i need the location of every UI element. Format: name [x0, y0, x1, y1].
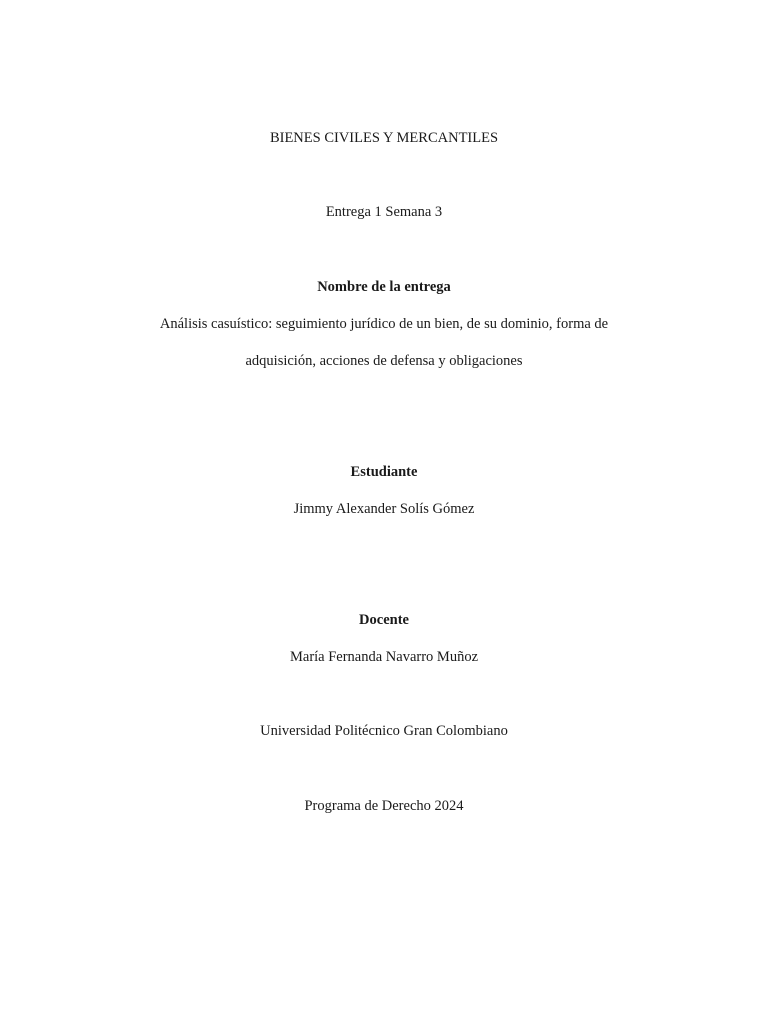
teacher-name: María Fernanda Navarro Muñoz: [289, 649, 479, 665]
teacher-heading: Docente: [359, 612, 409, 628]
submission-title-line-1: Análisis casuístico: seguimiento jurídico de un bien, de su dominio, forma de: [159, 316, 609, 332]
submission-title-line-2: adquisición, acciones de defensa y obligaciones: [245, 353, 523, 369]
university-name: Universidad Politécnico Gran Colombiano: [260, 723, 508, 739]
student-heading: Estudiante: [350, 464, 418, 480]
delivery-label: Entrega 1 Semana 3: [325, 204, 443, 220]
program-label: Programa de Derecho 2024: [304, 798, 464, 814]
submission-heading: Nombre de la entrega: [317, 279, 451, 295]
student-name: Jimmy Alexander Solís Gómez: [293, 501, 475, 517]
course-title: BIENES CIVILES Y MERCANTILES: [269, 130, 499, 146]
